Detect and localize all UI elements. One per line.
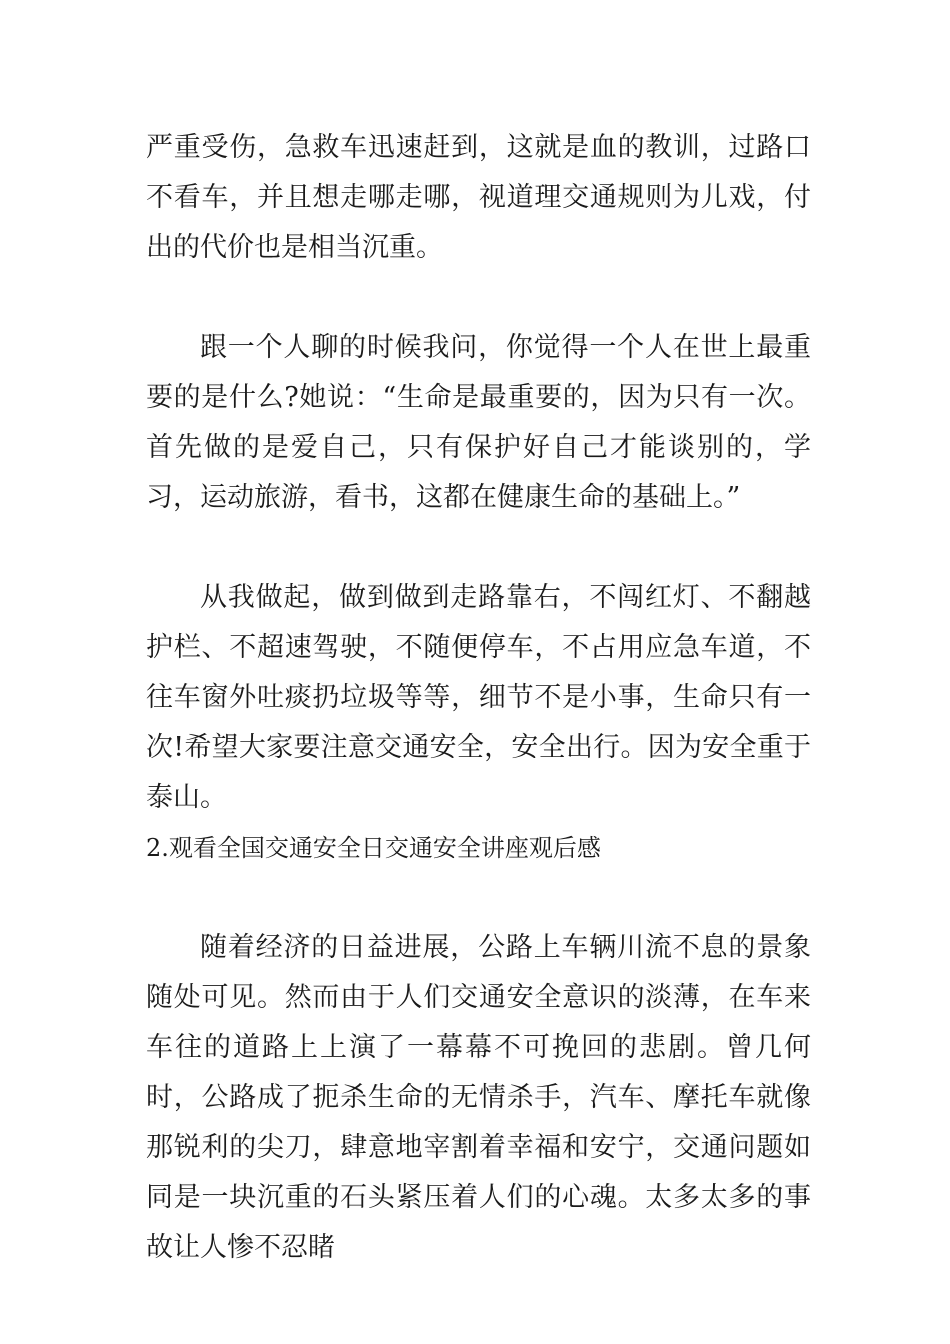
paragraph-start-from-me: 从我做起，做到做到走路靠右，不闯红灯、不翻越护栏、不超速驾驶，不随便停车，不占用应急车道，不往车窗外吐痰扔垃圾等等，细节不是小事，生命只有一次!希望大家要注意交通安全，安全出行。因为安全重于泰山。 [146, 582, 811, 813]
paragraph-life-importance: 跟一个人聊的时候我问，你觉得一个人在世上最重要的是什么?她说：“生命是最重要的，因为只有一次。首先做的是爱自己，只有保护好自己才能谈别的，学习，运动旅游，看书，这都在健康生命的基础上。” [146, 332, 811, 513]
paragraph-continuation: 严重受伤，急救车迅速赶到，这就是血的教训，过路口不看车，并且想走哪走哪，视道理交通规则为儿戏，付出的代价也是相当沉重。 [146, 132, 811, 263]
paragraph-economy-development: 随着经济的日益进展，公路上车辆川流不息的景象随处可见。然而由于人们交通安全意识的淡薄，在车来车往的道路上上演了一幕幕不可挽回的悲剧。曾几何时，公路成了扼杀生命的无情杀手，汽车、摩托车就像那锐利的尖刀，肆意地宰割着幸福和安宁，交通问题如同是一块沉重的石头紧压着人们的心魂。太多太多的事故让人惨不忍睹 [146, 932, 811, 1263]
section-heading: 2.观看全国交通安全日交通安全讲座观后感 [146, 834, 601, 862]
